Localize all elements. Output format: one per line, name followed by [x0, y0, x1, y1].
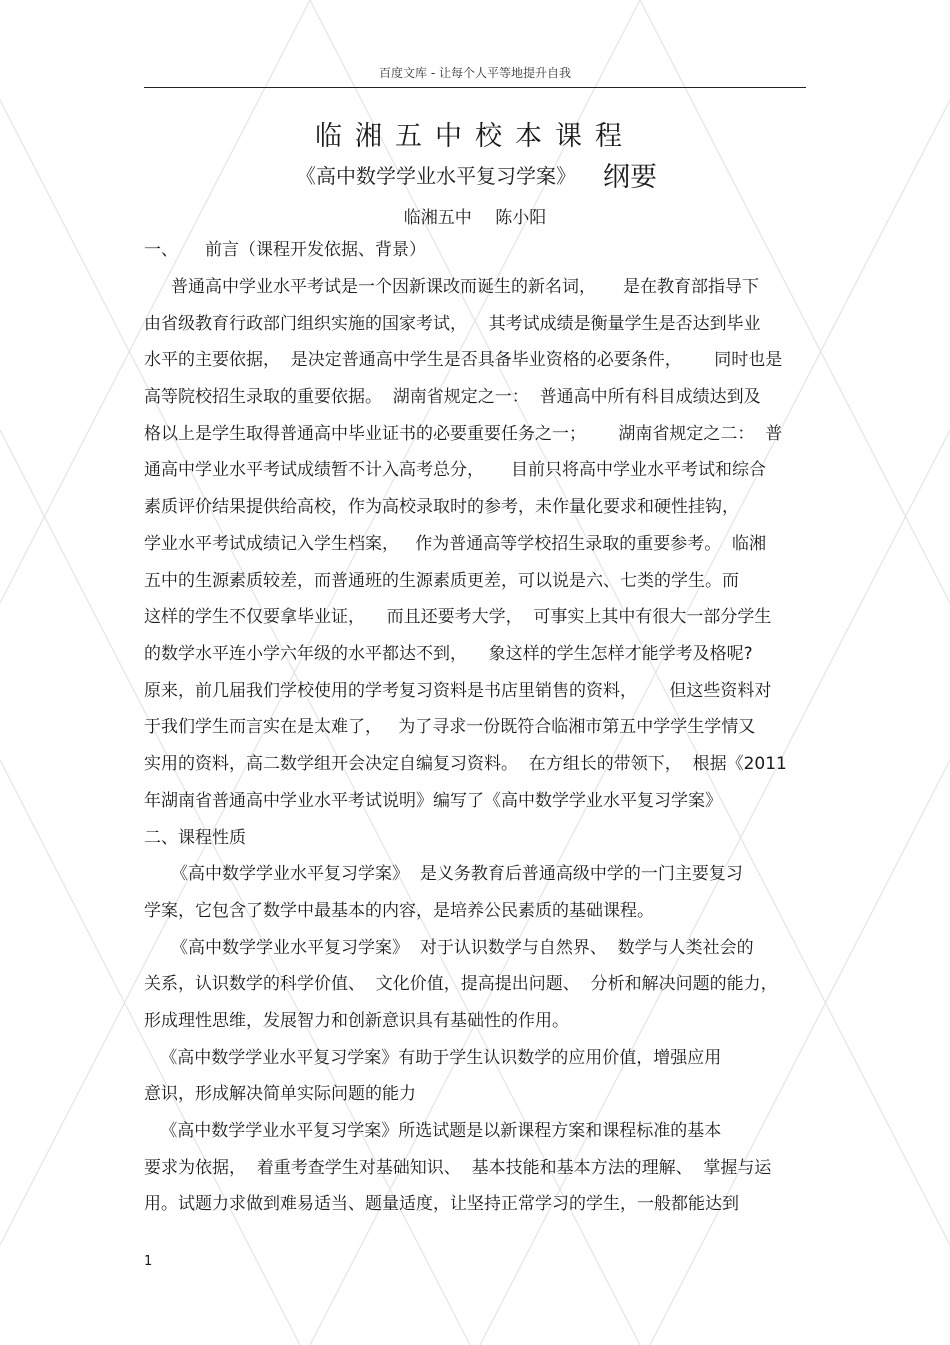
- text-line: 于我们学生而言实在是太难了， 为了寻求一份既符合临湘市第五中学学生学情又: [144, 717, 756, 737]
- text-line: 学案，它包含了数学中最基本的内容，是培养公民素质的基础课程。: [144, 901, 654, 921]
- text-line: 意识，形成解决简单实际问题的能力: [144, 1084, 416, 1104]
- document-title: 临湘五中校本课程: [315, 121, 635, 152]
- text-line: 《高中数学学业水平复习学案》所选试题是以新课程方案和课程标准的基本: [144, 1121, 722, 1141]
- text-line: 素质评价结果提供给高校，作为高校录取时的参考，未作量化要求和硬性挂钩，: [144, 497, 739, 517]
- text-line: 《高中数学学业水平复习学案》 是义务教育后普通高级中学的一门主要复习: [144, 864, 743, 884]
- text-line: 《高中数学学业水平复习学案》 对于认识数学与自然界、 数学与人类社会的: [144, 938, 754, 958]
- page-number: 1: [144, 1254, 153, 1269]
- text-line: 要求为依据， 着重考查学生对基础知识、 基本技能和基本方法的理解、 掌握与运: [144, 1158, 772, 1178]
- text-line: 通高中学业水平考试成绩暂不计入高考总分， 目前只将高中学业水平考试和综合: [144, 460, 767, 480]
- text-line: 形成理性思维，发展智力和创新意识具有基础性的作用。: [144, 1011, 569, 1031]
- page-header: 百度文库 - 让每个人平等地提升自我: [144, 64, 806, 88]
- text-line: 实用的资料，高二数学组开会决定自编复习资料。 在方组长的带领下， 根据《2011: [144, 754, 787, 774]
- text-line: 格以上是学生取得普通高中毕业证书的必要重要任务之一； 湖南省规定之二： 普: [144, 424, 783, 444]
- text-line: 年湖南省普通高中学业水平考试说明》编写了《高中数学学业水平复习学案》: [144, 791, 722, 811]
- section-heading: 二、课程性质: [144, 828, 246, 848]
- document-subtitle: 《高中数学学业水平复习学案》: [296, 164, 576, 188]
- text-line: 的数学水平连小学六年级的水平都达不到， 象这样的学生怎样才能学考及格呢?: [144, 644, 753, 664]
- document-subtitle-suffix: 纲要: [603, 162, 657, 193]
- text-line: 普通高中学业水平考试是一个因新课改而诞生的新名词， 是在教育部指导下: [144, 277, 760, 297]
- text-line: 高等院校招生录取的重要依据。 湖南省规定之一： 普通高中所有科目成绩达到及: [144, 387, 761, 407]
- text-line: 水平的主要依据， 是决定普通高中学生是否具备毕业资格的必要条件， 同时也是: [144, 350, 783, 370]
- text-line: 《高中数学学业水平复习学案》有助于学生认识数学的应用价值，增强应用: [144, 1048, 722, 1068]
- text-line: 用。试题力求做到难易适当、题量适度，让坚持正常学习的学生，一般都能达到: [144, 1194, 739, 1214]
- text-line: 五中的生源素质较差，而普通班的生源素质更差，可以说是六、七类的学生。而: [144, 571, 739, 591]
- text-line: 一、 前言（课程开发依据、背景）: [144, 240, 427, 260]
- text-line: 关系，认识数学的科学价值、 文化价值，提高提出问题、 分析和解决问题的能力，: [144, 974, 778, 994]
- text-line: 原来，前几届我们学校使用的学考复习资料是书店里销售的资料， 但这些资料对: [144, 681, 772, 701]
- author-line: 临湘五中 陈小阳: [403, 208, 547, 228]
- text-line: 学业水平考试成绩记入学生档案， 作为普通高等学校招生录取的重要参考。 临湘: [144, 534, 767, 554]
- text-line: 由省级教育行政部门组织实施的国家考试， 其考试成绩是衡量学生是否达到毕业: [144, 314, 761, 334]
- text-line: 这样的学生不仅要拿毕业证， 而且还要考大学， 可事实上其中有很大一部分学生: [144, 607, 772, 627]
